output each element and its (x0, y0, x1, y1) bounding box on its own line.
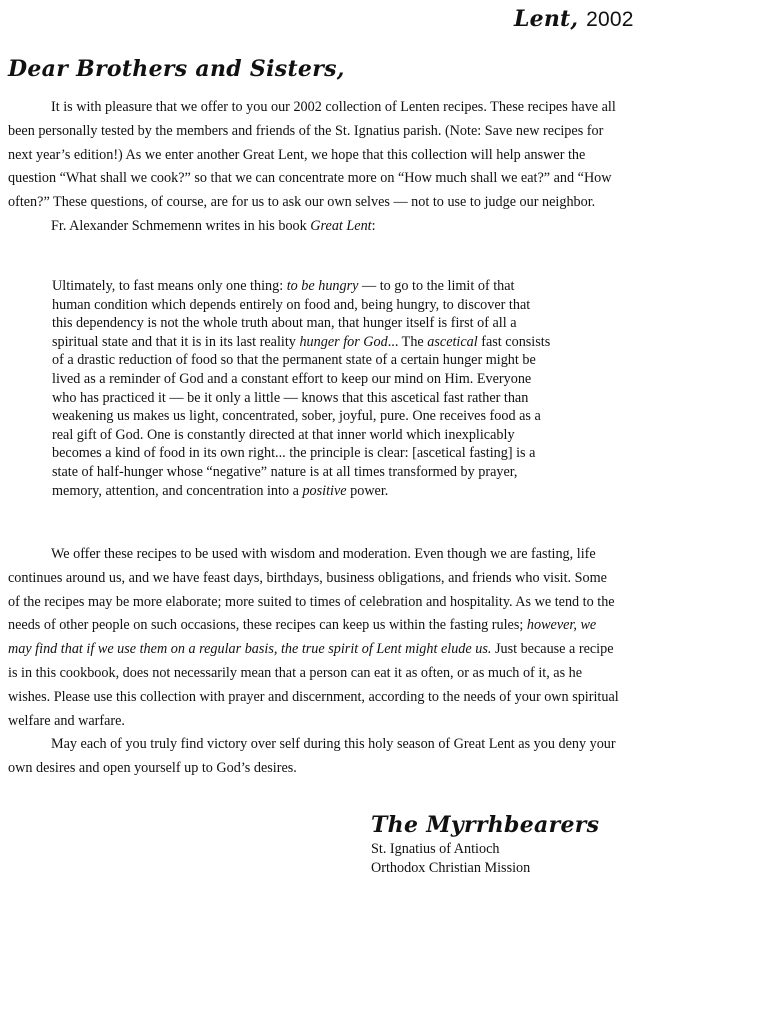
date-heading (514, 6, 634, 32)
quote-italic-3: ascetical (427, 333, 478, 350)
date-year: 2002 (586, 8, 634, 31)
salutation: Dear Brothers and Sisters, (8, 56, 345, 82)
date-script: Lent, (514, 6, 579, 32)
paragraph-blessing: May each of you truly find victory over self during this holy season of Great Lent as you deny your own desires and open yourself up to God’s desires. (8, 736, 616, 777)
quote-italic-1: to be hungry (286, 278, 359, 294)
moderation-italic: however, we may find that if we use them on a regular basis, the true spirit of Lent might elude us. (8, 617, 597, 658)
signature: The Myrrhbearers (371, 812, 600, 838)
quote-text-5: power. (346, 482, 389, 499)
citation-lead: Fr. Alexander Schmemenn writes in his book (51, 217, 311, 234)
signature-line-1: St. Ignatius of Antioch (371, 841, 500, 857)
citation-tail: : (371, 217, 376, 234)
intro-section (8, 96, 622, 239)
paragraph-intro: It is with pleasure that we offer to you our 2002 collection of Lenten recipes. These recipes have all been personally tested by the members and friends of the St. Ignatius parish. (Note: Save new recipes for next year’s edition!) As we enter another Great Lent, we hope that this collection will help answer the question “What shall we cook?” so that we can concentrate more on “How much shall we eat?” and “How often?” These questions, of course, are for us to ask our own selves — not to use to judge our neighbor. (8, 99, 616, 211)
citation-book-title: Great Lent (310, 217, 372, 234)
block-quote (52, 277, 552, 500)
quote-text-3: ... The (387, 333, 428, 350)
moderation-text-2: Just because a recipe is in this cookbook, does not necessarily mean that a person can eat it as often, or as much of it, as he wishes. Please use this collection with prayer and discernment, according to the needs of your own spiritual welfare and warfare. (8, 641, 619, 729)
paragraph-citation (8, 215, 622, 239)
quote-text-2: — to go to the limit of that human condition which depends entirely on food and, being hungry, to discover that this dependency is not the whole truth about man, that hunger itself is first of all a spiritual state and that it is in its last reality (52, 278, 531, 350)
quote-italic-2: hunger for God (299, 333, 388, 350)
signature-line-2: Orthodox Christian Mission (371, 860, 531, 876)
signature-block (371, 812, 599, 878)
closing-section (8, 543, 622, 781)
quote-text-1: Ultimately, to fast means only one thing: (52, 278, 287, 294)
quote-text-4: fast consists of a drastic reduction of food so that the permanent state of a certain hunger might be lived as a reminder of God and a constant effort to keep our mind on Him. Everyone who has practiced it — be it only a little — knows that this ascetical fast rather than weakening us makes us light, concentrated, sober, joyful, pure. One receives food as a real gift of God. One is constantly directed at that inner world which inexplicably becomes a kind of food in its own right... the principle is clear: [ascetical fasting] is a state of half-hunger whose “negative” nature is at all times transformed by prayer, memory, attention, and concentration into a (52, 333, 551, 499)
moderation-text-1: We offer these recipes to be used with wisdom and moderation. Even though we are fasting, life continues around us, and we have feast days, birthdays, business obligations, and friends who visit. Some of the recipes may be more elaborate; more suited to times of celebration and hospitality. As we tend to the needs of other people on such occasions, these recipes can keep us within the fasting rules; (8, 546, 615, 634)
quote-italic-4: positive (302, 482, 347, 499)
paragraph-moderation (8, 543, 622, 733)
quote-paragraph (52, 277, 552, 500)
